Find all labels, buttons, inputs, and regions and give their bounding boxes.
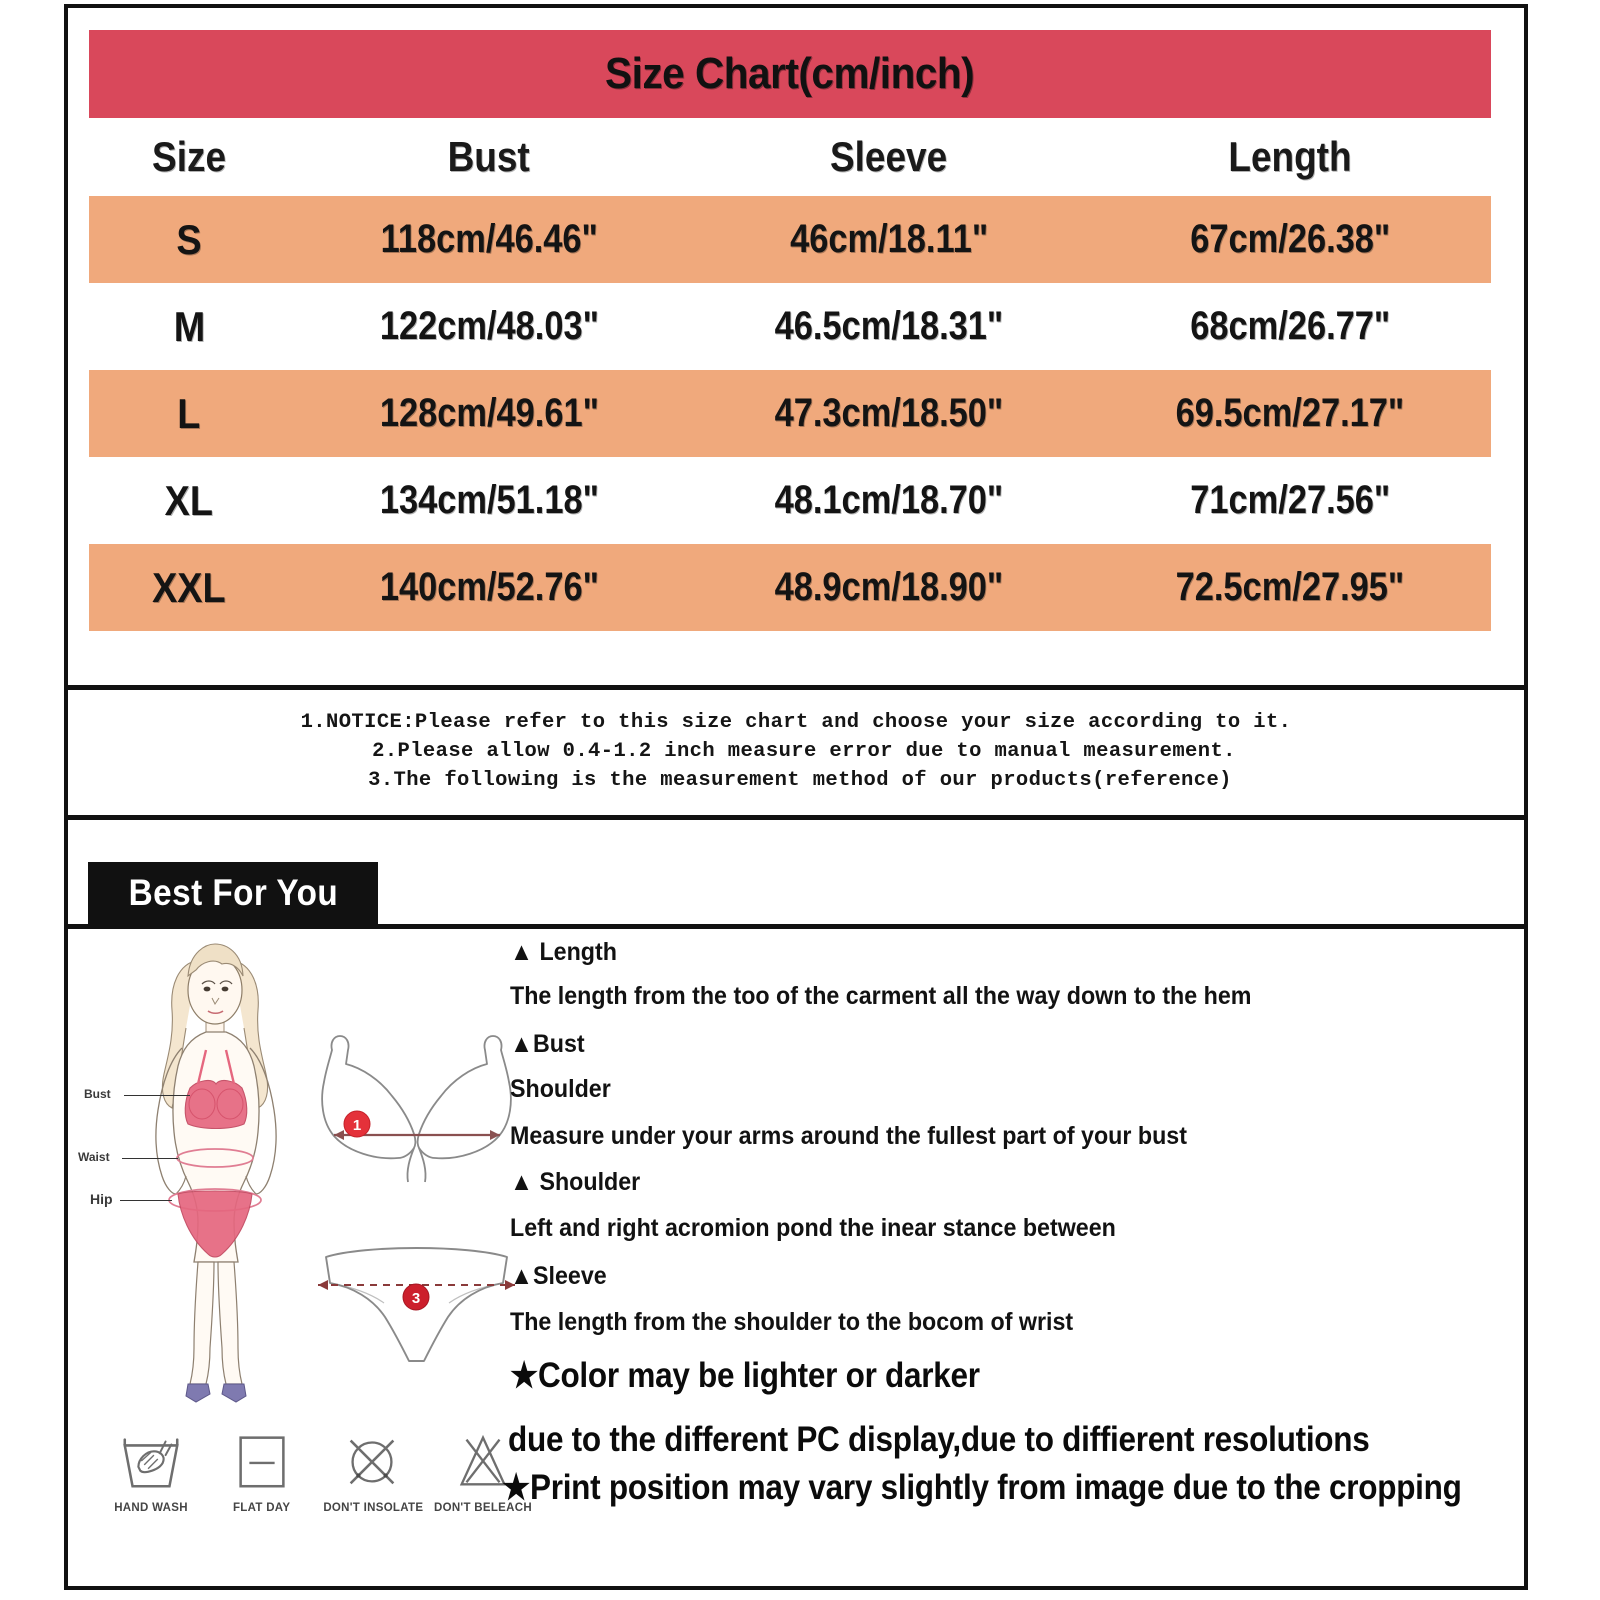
measure-text-bust: Measure under your arms around the fullest part of your bust xyxy=(510,1122,1187,1150)
panty-icon xyxy=(304,1217,529,1377)
cell-length xyxy=(1089,370,1491,457)
table-row xyxy=(89,196,1491,283)
measurement-instructions xyxy=(502,932,1514,1586)
outer-frame xyxy=(64,4,1528,1590)
bra-illustration xyxy=(304,1002,529,1202)
cell-bust xyxy=(289,457,689,544)
care-symbol-do-not-iron xyxy=(323,1422,424,1514)
cell-bust xyxy=(289,283,689,370)
care-caption: DON'T INSOLATE xyxy=(323,1502,424,1514)
value-bust: 140cm/52.76" xyxy=(379,565,599,609)
cell-sleeve xyxy=(689,283,1089,370)
cell-size xyxy=(89,457,289,544)
cell-size xyxy=(89,283,289,370)
value-size: XL xyxy=(164,476,214,524)
cell-size xyxy=(89,544,289,631)
cell-size xyxy=(89,196,289,283)
notice-line-2: 2.Please allow 0.4-1.2 inch measure error due to manual measurement. xyxy=(372,740,1236,763)
value-length: 67cm/26.38" xyxy=(1190,217,1390,261)
cell-sleeve xyxy=(689,370,1089,457)
measure-text-length: The length from the too of the carment all the way down to the hem xyxy=(510,982,1252,1010)
section-divider xyxy=(68,924,1524,929)
cell-bust xyxy=(289,196,689,283)
value-size: L xyxy=(177,389,201,437)
notice-line-3: 3.The following is the measurement method of our products(reference) xyxy=(368,769,1232,792)
value-size: S xyxy=(176,215,202,263)
figure-label-bust: Bust xyxy=(84,1087,111,1101)
cell-length xyxy=(1089,196,1491,283)
value-sleeve: 46cm/18.11" xyxy=(789,217,989,261)
value-bust: 128cm/49.61" xyxy=(379,391,599,435)
measure-heading-length: ▲ Length xyxy=(510,938,617,966)
value-size: M xyxy=(173,302,205,350)
size-table-section xyxy=(68,8,1524,690)
cell-length xyxy=(1089,283,1491,370)
column-header-sleeve: Sleeve xyxy=(830,133,948,180)
cell-length xyxy=(1089,457,1491,544)
header-cell-bust xyxy=(289,118,689,196)
column-header-size: Size xyxy=(152,133,226,180)
illustration-column xyxy=(78,932,532,1572)
value-length: 68cm/26.77" xyxy=(1190,304,1390,348)
care-caption: HAND WASH xyxy=(114,1502,188,1514)
table-row xyxy=(89,370,1491,457)
flat-dry-icon xyxy=(213,1422,311,1498)
table-row xyxy=(89,283,1491,370)
value-length: 72.5cm/27.95" xyxy=(1175,565,1405,609)
header-cell-sleeve xyxy=(689,118,1089,196)
value-sleeve: 48.9cm/18.90" xyxy=(774,565,1004,609)
measure-heading-shoulder: ▲ Shoulder xyxy=(510,1168,641,1196)
value-sleeve: 47.3cm/18.50" xyxy=(774,391,1004,435)
value-bust: 118cm/46.46" xyxy=(380,217,598,261)
cell-length xyxy=(1089,544,1491,631)
note-display-resolution: due to the different PC display,due to diffierent resolutions xyxy=(508,1420,1370,1459)
figure-label-hip: Hip xyxy=(90,1191,113,1207)
measure-text-shoulder: Left and right acromion pond the inear stance between xyxy=(510,1214,1116,1242)
best-for-you-section xyxy=(68,820,1524,1586)
do-not-iron-icon xyxy=(323,1422,421,1498)
care-symbol-flat-dry xyxy=(213,1422,311,1514)
note-print-position: ★Print position may vary slightly from image due to the cropping xyxy=(502,1468,1462,1507)
size-table xyxy=(89,30,1491,631)
notice-line-1: 1.NOTICE:Please refer to this size chart and choose your size according to it. xyxy=(300,711,1292,734)
table-row xyxy=(89,457,1491,544)
table-title-row xyxy=(89,30,1491,118)
note-color-varies: ★Color may be lighter or darker xyxy=(510,1356,980,1395)
cell-sleeve xyxy=(689,196,1089,283)
bra-icon xyxy=(304,1002,529,1202)
page-title: Size Chart(cm/inch) xyxy=(605,49,975,98)
value-sleeve: 46.5cm/18.31" xyxy=(774,304,1004,348)
care-caption: FLAT DAY xyxy=(232,1502,291,1514)
care-symbols-row xyxy=(102,1422,532,1552)
best-for-you-badge xyxy=(88,862,378,924)
hand-wash-icon xyxy=(102,1422,200,1498)
notice-block xyxy=(68,708,1524,795)
value-length: 71cm/27.56" xyxy=(1190,478,1390,522)
panty-marker-number: 3 xyxy=(411,1290,421,1307)
measure-text-sleeve: The length from the shoulder to the bocom of wrist xyxy=(510,1308,1074,1336)
cell-bust xyxy=(289,370,689,457)
bra-marker-number: 1 xyxy=(352,1117,362,1134)
table-row xyxy=(89,544,1491,631)
figure-leader-bust xyxy=(124,1095,190,1096)
figure-label-waist: Waist xyxy=(78,1150,110,1164)
header-cell-size xyxy=(89,118,289,196)
cell-bust xyxy=(289,544,689,631)
figure-leader-waist xyxy=(122,1158,178,1159)
header-cell-length xyxy=(1089,118,1491,196)
care-caption: DON'T BELEACH xyxy=(433,1502,532,1514)
panty-illustration xyxy=(304,1217,529,1377)
best-for-you-label: Best For You xyxy=(128,872,338,913)
column-header-bust: Bust xyxy=(447,133,531,180)
body-figure-illustration xyxy=(78,932,317,1412)
cell-sleeve xyxy=(689,457,1089,544)
cell-size xyxy=(89,370,289,457)
value-bust: 134cm/51.18" xyxy=(379,478,599,522)
notice-section xyxy=(68,690,1524,820)
measure-text-shoulder-word: Shoulder xyxy=(510,1075,611,1103)
figure-leader-hip xyxy=(120,1200,172,1201)
table-title-cell xyxy=(89,30,1491,118)
value-size: XXL xyxy=(152,563,226,611)
measure-heading-bust: ▲Bust xyxy=(510,1030,585,1058)
value-bust: 122cm/48.03" xyxy=(379,304,599,348)
value-sleeve: 48.1cm/18.70" xyxy=(774,478,1004,522)
female-body-figure-icon xyxy=(102,932,317,1412)
column-header-length: Length xyxy=(1228,133,1352,180)
value-length: 69.5cm/27.17" xyxy=(1175,391,1405,435)
care-symbol-hand-wash xyxy=(102,1422,200,1514)
cell-sleeve xyxy=(689,544,1089,631)
table-header-row xyxy=(89,118,1491,196)
measure-heading-sleeve: ▲Sleeve xyxy=(510,1262,607,1290)
